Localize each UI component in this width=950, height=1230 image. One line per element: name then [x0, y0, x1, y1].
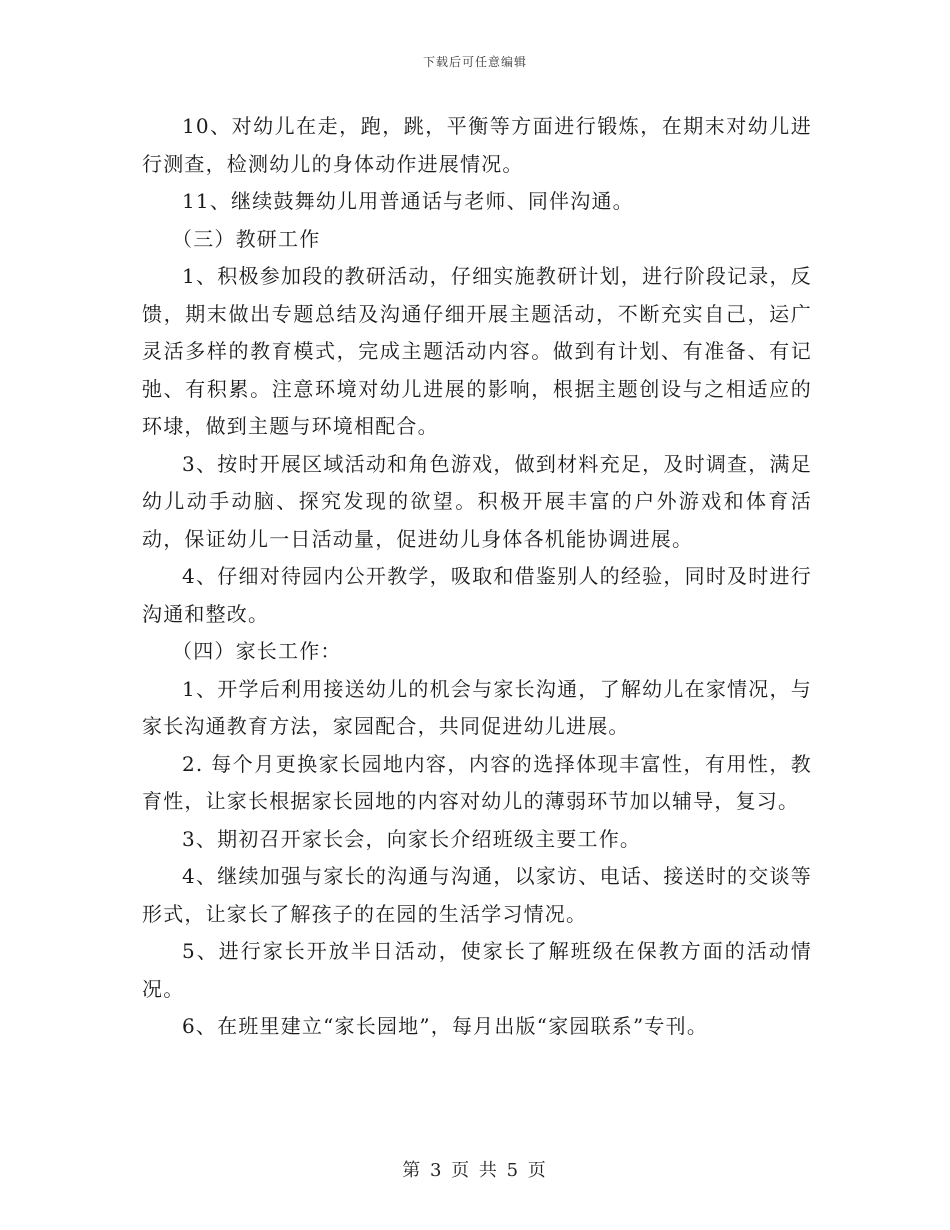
paragraph-parents-6: 6、在班里建立“家长园地”，每月出版“家园联系”专刊。 — [182, 1014, 709, 1038]
paragraph-parents-2: 2. 每个月更换家长园地内容，内容的选择体现丰富性，有用性，教育性，让家长根据家长园地的内容对幼儿的薄弱环节加以辅导，复习。 — [142, 751, 812, 813]
paragraph-parents-4: 4、继续加强与家长的沟通与沟通，以家访、电话、接送时的交谈等形式，让家长了解孩子的在园的生活学习情况。 — [142, 864, 812, 926]
paragraph-item-10: 10、对幼儿在走，跑，跳，平衡等方面进行锻炼，在期末对幼儿进行测查，检测幼儿的身体动作进展情况。 — [142, 114, 812, 176]
section-heading-research: （三）教研工作 — [172, 226, 321, 251]
paragraph-parents-3: 3、期初召开家长会，向家长介绍班级主要工作。 — [182, 826, 642, 851]
page-header-note: 下载后可任意编辑 — [422, 55, 527, 69]
paragraph-research-1: 1、积极参加段的教研活动，仔细实施教研计划，进行阶段记录，反馈，期末做出专题总结及沟通仔细开展主题活动，不断充实自己，运广灵活多样的教育模式，完成主题活动内容。做到有计划、有准备、有记弛、有积累。注意环境对幼儿进展的影响，根据主题创设与之相适应的环埭，做到主题与环境相配合。 — [142, 264, 812, 438]
paragraph-parents-1: 1、开学后利用接送幼儿的机会与家长沟通，了解幼儿在家情况，与家长沟通教育方法，家园配合，共同促进幼儿进展。 — [142, 676, 812, 738]
paragraph-item-11: 11、继续鼓舞幼儿用普通话与老师、同伴沟通。 — [182, 189, 634, 213]
paragraph-research-4: 4、仔细对待园内公开教学，吸取和借鉴别人的经验，同时及时进行沟通和整改。 — [142, 564, 812, 626]
page-number: 第 3 页 共 5 页 — [402, 1160, 548, 1181]
document-body — [142, 108, 812, 1046]
paragraph-research-3: 3、按时开展区域活动和角色游戏，做到材料充足，及时调查，满足幼儿动手动脑、探究发现的欲望。积极开展丰富的户外游戏和体育活动，保证幼儿一日活动量，促进幼儿身体各机能协调进展。 — [142, 451, 812, 551]
section-heading-parents: （四）家长工作： — [172, 639, 342, 663]
paragraph-parents-5: 5、进行家长开放半日活动，使家长了解班级在保教方面的活动情况。 — [142, 939, 812, 1001]
